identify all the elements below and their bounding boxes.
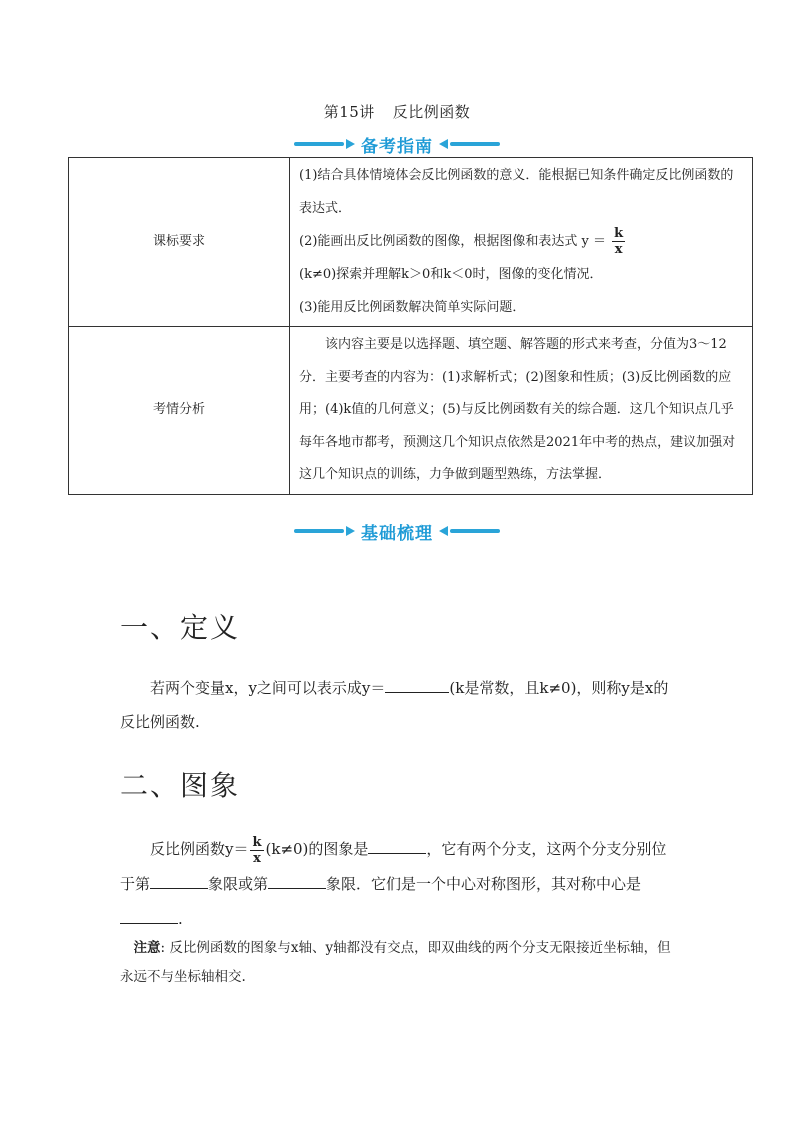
note-label: 注意: [133, 940, 161, 956]
row-label-curriculum: 课标要求: [69, 158, 290, 327]
fill-blank[interactable]: [120, 909, 178, 924]
graph-note: [120, 934, 676, 992]
page-title: [0, 101, 794, 122]
section-heading-graph: 二、图象: [120, 769, 241, 802]
curriculum-requirements: [290, 158, 753, 327]
banner-review: [0, 519, 794, 543]
banner-bar-right: [450, 142, 500, 146]
banner-bar-left: [294, 529, 344, 533]
requirement-2-cont: (k≠0)探索并理解k＞0和k＜0时，图像的变化情况．: [299, 267, 603, 282]
requirement-2: (2)能画出反比例函数的图像，根据图像和表达式 y ＝ $\frac{k}{x}$: [299, 226, 624, 257]
exam-analysis-text: 该内容主要是以选择题、填空题、解答题的形式来考查，分值为3～12分．主要考查的内容为：(1)求解析式；(2)图象和性质；(3)反比例函数的应用；(4)k值的几何意义；(5)与反比例函数有关的综合题．这几个知识点几乎每年各地市都考，预测这几个知识点依然是2021年中考的热点，建议加强对这几个知识点的训练，力争做到题型熟练，方法掌握．: [290, 327, 753, 495]
requirement-1: (1)结合具体情境体会反比例函数的意义．能根据已知条件确定反比例函数的表达式．: [299, 168, 734, 216]
exam-guide-table: [68, 157, 753, 495]
fraction-k-over-x: $\frac{k}{x}$: [252, 834, 262, 866]
banner-review-label: 基础梳理: [361, 523, 433, 544]
fill-blank[interactable]: [150, 874, 208, 889]
banner-guide: [0, 132, 794, 156]
arrow-left-icon: [439, 139, 448, 149]
definition-paragraph: 若两个变量x，y之间可以表示成y＝ (k是常数，且k≠0)，则称y是x的反比例函数.: [120, 679, 669, 731]
lecture-topic: 反比例函数: [392, 103, 471, 121]
table-row: [69, 327, 753, 495]
banner-bar-left: [294, 142, 344, 146]
section-heading-definition: 一、定义: [120, 611, 241, 644]
fill-blank[interactable]: [268, 874, 326, 889]
fill-blank[interactable]: [368, 839, 426, 854]
arrow-left-icon: [439, 526, 448, 536]
fraction-k-over-x: $\frac{k}{x}$: [614, 226, 624, 257]
lecture-number: 第15讲: [323, 103, 375, 121]
graph-paragraph: 反比例函数y＝ $\frac{k}{x}$ (k≠0)的图象是 ，它有两个分支，这两个分支分别位于第 象限或第 象限．它们是一个中心对称图形，其对称中心是.: [120, 834, 667, 928]
row-label-analysis: 考情分析: [69, 327, 290, 495]
banner-guide-label: 备考指南: [361, 136, 433, 157]
fill-blank[interactable]: [385, 678, 449, 693]
arrow-right-icon: [346, 139, 355, 149]
banner-bar-right: [450, 529, 500, 533]
arrow-right-icon: [346, 526, 355, 536]
note-text: : 反比例函数的图象与x轴、y轴都没有交点，即双曲线的两个分支无限接近坐标轴，但永远不与坐标轴相交.: [120, 940, 671, 985]
requirement-3: (3)能用反比例函数解决简单实际问题．: [299, 299, 526, 315]
table-row: [69, 158, 753, 327]
